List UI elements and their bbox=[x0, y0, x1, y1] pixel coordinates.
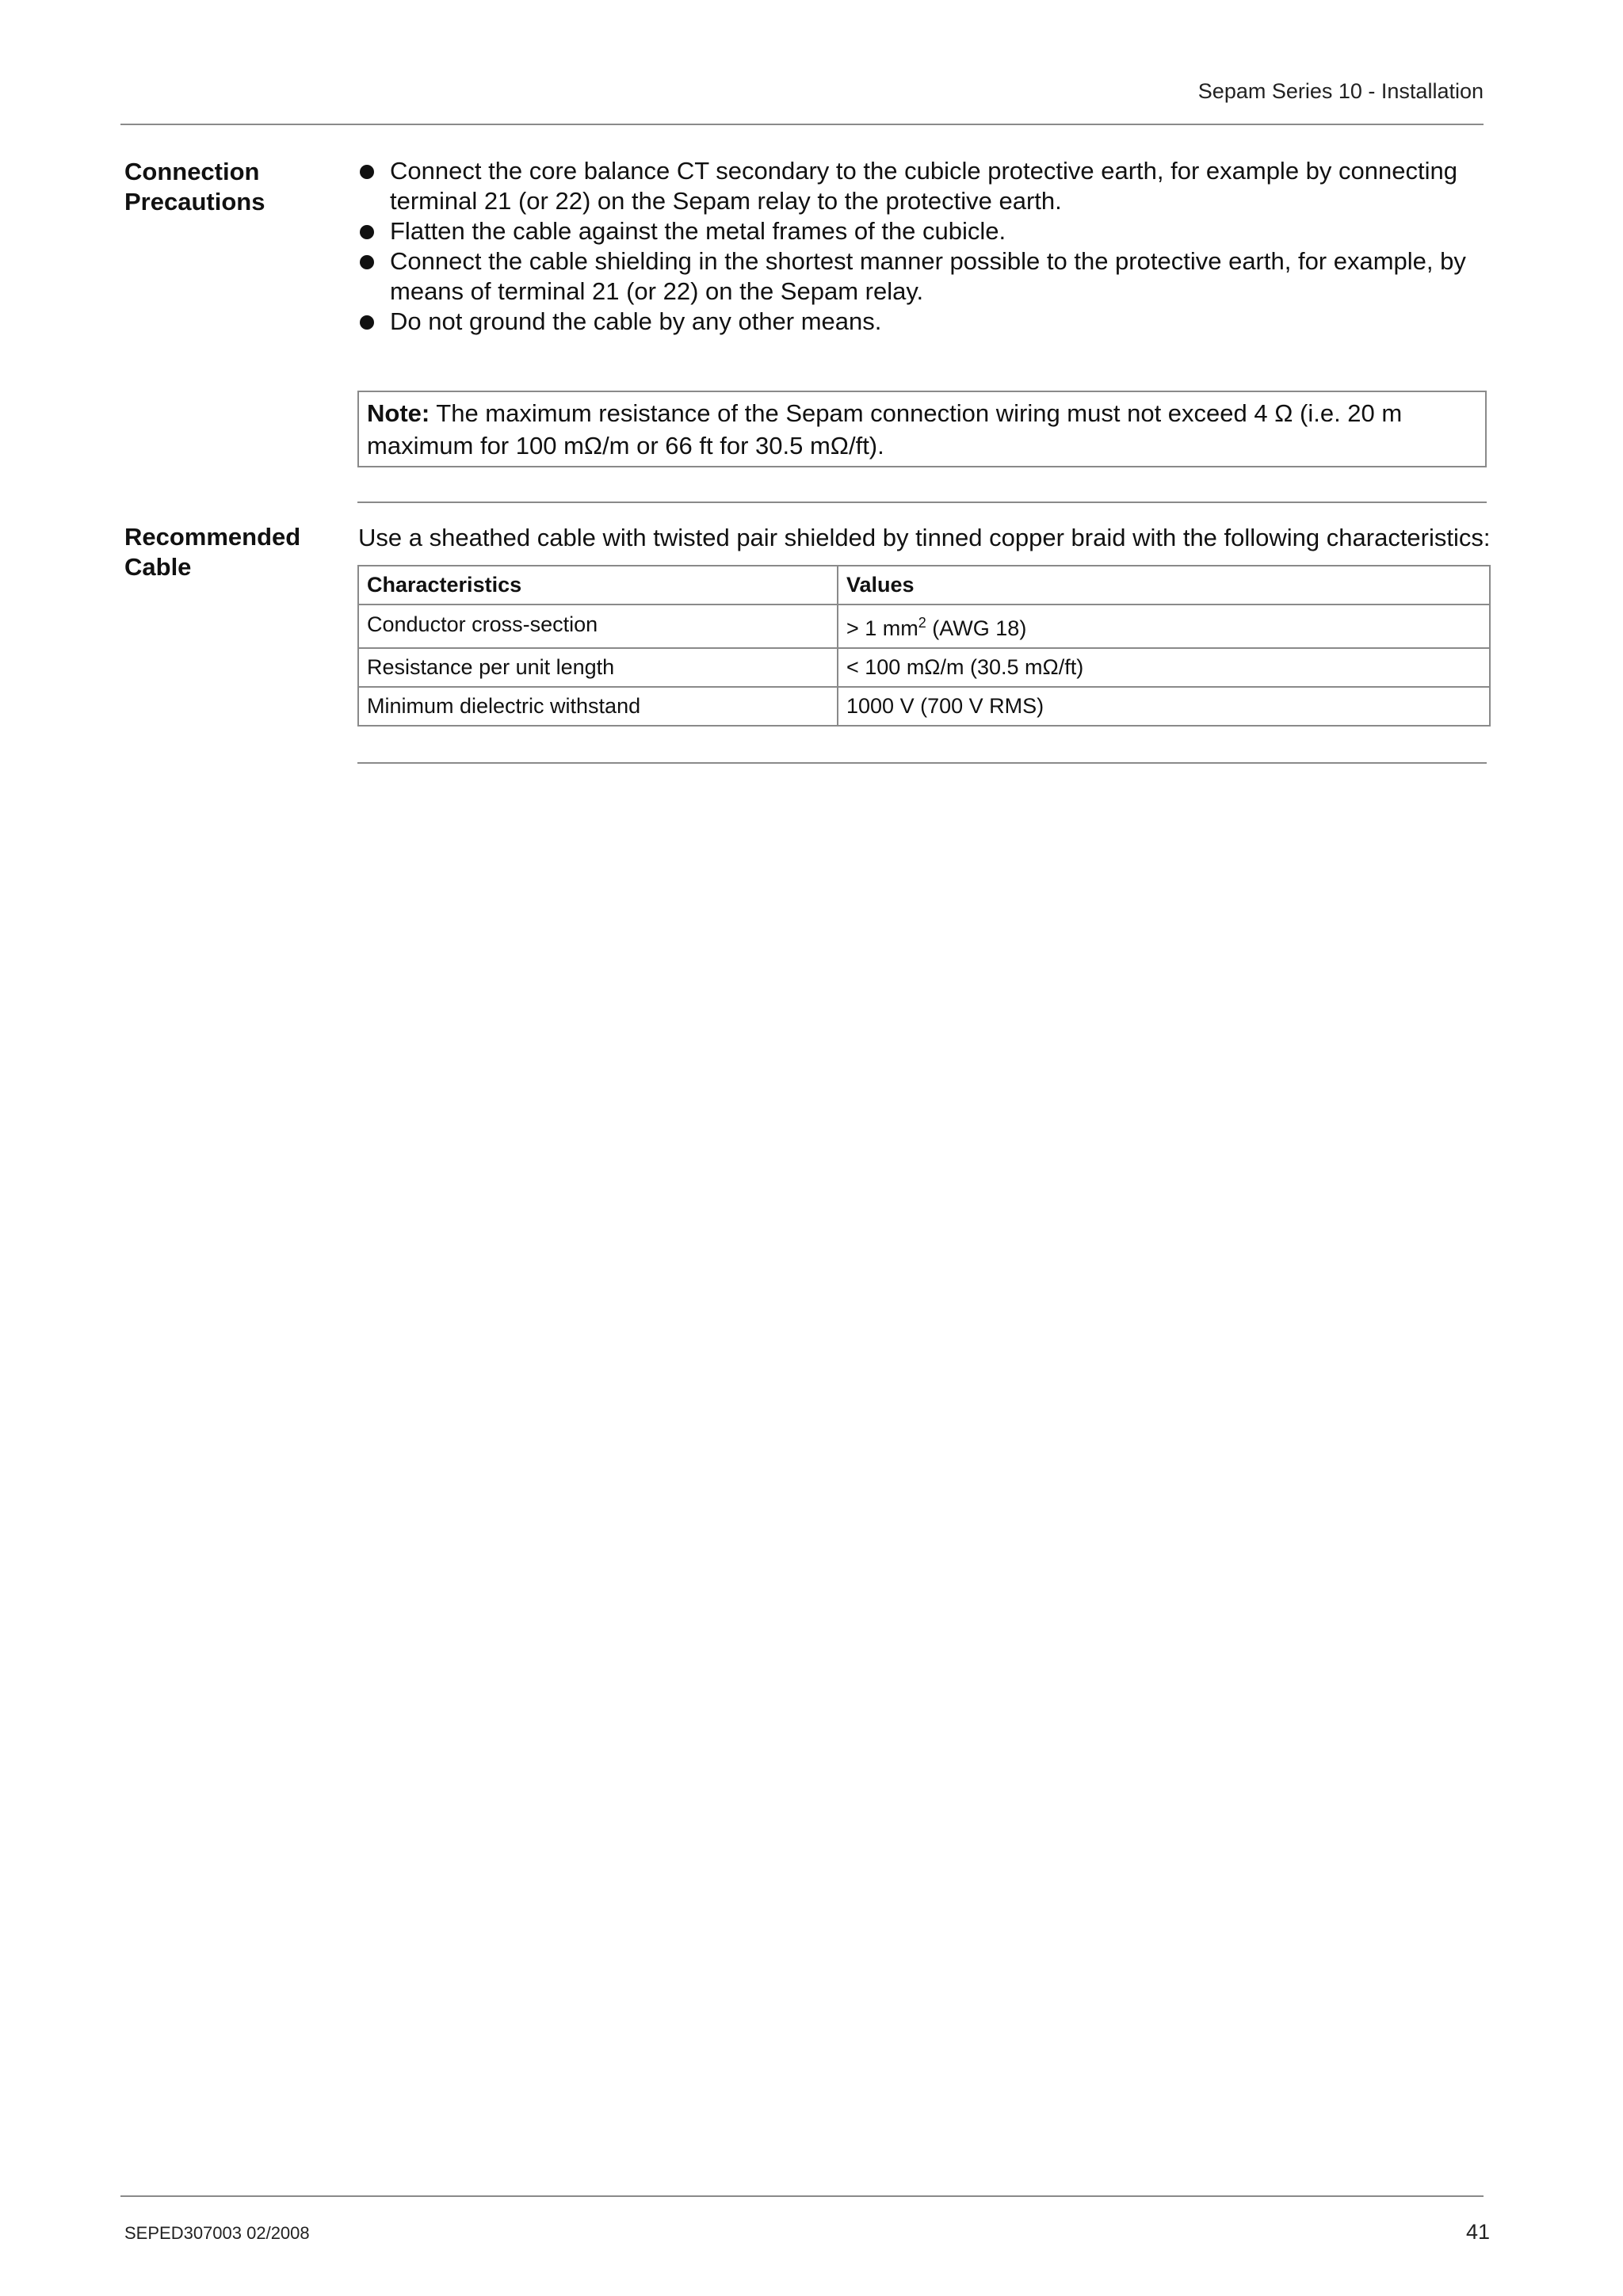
note-label: Note: bbox=[367, 399, 430, 427]
value-cell: < 100 mΩ/m (30.5 mΩ/ft) bbox=[838, 648, 1490, 687]
value-cell: 1000 V (700 V RMS) bbox=[838, 687, 1490, 726]
column-header-values: Values bbox=[838, 566, 1490, 605]
section-heading-connection-precautions bbox=[124, 157, 265, 217]
table-row bbox=[358, 605, 1490, 648]
section-heading-recommended-cable bbox=[124, 522, 300, 582]
value-superscript: 2 bbox=[918, 615, 926, 631]
section-divider bbox=[357, 762, 1487, 764]
section-heading-line: Precautions bbox=[124, 188, 265, 215]
column-header-characteristics: Characteristics bbox=[358, 566, 838, 605]
note-box bbox=[357, 391, 1487, 467]
section-divider bbox=[357, 502, 1487, 503]
running-header: Sepam Series 10 - Installation bbox=[1197, 79, 1484, 103]
precautions-bullet-list bbox=[357, 156, 1490, 337]
value-suffix: (AWG 18) bbox=[926, 616, 1027, 640]
section-heading-line: Recommended bbox=[124, 523, 301, 551]
note-text: The maximum resistance of the Sepam connection wiring must not exceed 4 Ω (i.e. 20 m maximum for 100 mΩ/m or 66 ft for 30.5 mΩ/ft). bbox=[367, 399, 1403, 460]
bullet-item: Flatten the cable against the metal frames of the cubicle. bbox=[357, 216, 1490, 246]
table-row bbox=[358, 687, 1490, 726]
table-header-row bbox=[358, 566, 1490, 605]
bullet-item: Connect the core balance CT secondary to the cubicle protective earth, for example by connecting terminal 21 (or 22) on the Sepam relay to the protective earth. bbox=[357, 156, 1490, 216]
section-heading-line: Connection bbox=[124, 158, 260, 185]
table-row bbox=[358, 648, 1490, 687]
section-heading-line: Cable bbox=[124, 553, 192, 581]
value-prefix: > 1 mm bbox=[846, 616, 918, 640]
cable-intro-text: Use a sheathed cable with twisted pair shielded by tinned copper braid with the following characteristics: bbox=[358, 524, 1491, 551]
footer-rule bbox=[120, 2195, 1484, 2197]
characteristic-cell: Minimum dielectric withstand bbox=[358, 687, 838, 726]
value-cell bbox=[838, 605, 1490, 648]
page-number: 41 bbox=[1465, 2220, 1490, 2244]
characteristic-cell: Resistance per unit length bbox=[358, 648, 838, 687]
bullet-item: Do not ground the cable by any other means. bbox=[357, 307, 1490, 337]
document-reference: SEPED307003 02/2008 bbox=[124, 2223, 310, 2243]
characteristic-cell: Conductor cross-section bbox=[358, 605, 838, 648]
bullet-item: Connect the cable shielding in the shortest manner possible to the protective earth, for example, by means of terminal 21 (or 22) on the Sepam relay. bbox=[357, 246, 1490, 307]
header-rule bbox=[120, 124, 1484, 125]
cable-characteristics-table bbox=[357, 565, 1491, 727]
